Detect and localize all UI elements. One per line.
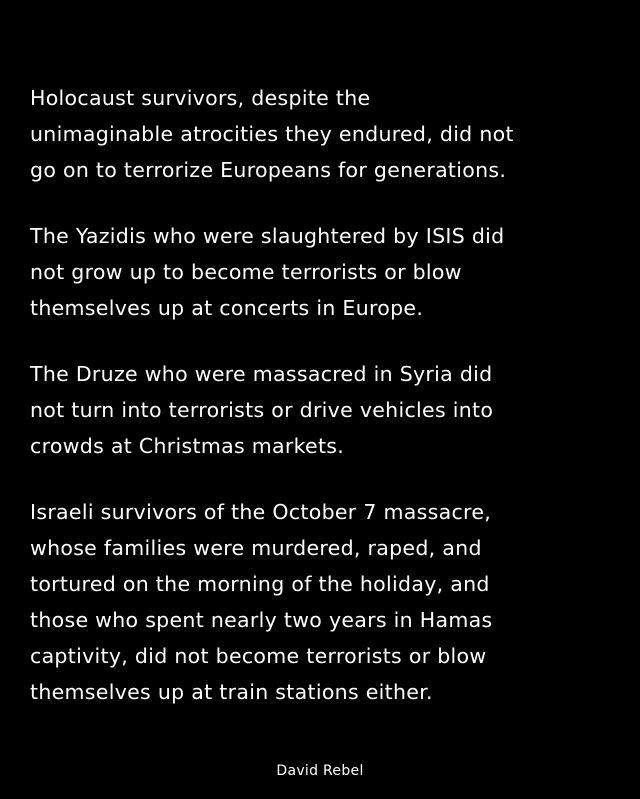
text-line: not turn into terrorists or drive vehicles into [30,398,494,422]
text-line: The Yazidis who were slaughtered by ISIS did [30,224,505,248]
text-line: captivity, did not become terrorists or blow [30,644,487,668]
paragraph-druze [30,356,620,464]
text-line: Holocaust survivors, despite the [30,86,371,110]
statement-text-block [30,80,620,740]
text-line: go on to terrorize Europeans for generations. [30,158,507,182]
paragraph-october-7-survivors [30,494,620,710]
paragraph-holocaust-survivors [30,80,620,188]
author-signature: David Rebel [276,763,364,779]
text-line: not grow up to become terrorists or blow [30,260,462,284]
text-line: The Druze who were massacred in Syria did [30,362,493,386]
text-line: themselves up at train stations either. [30,680,433,704]
text-line: those who spent nearly two years in Hamas [30,608,493,632]
text-line: Israeli survivors of the October 7 massacre, [30,500,492,524]
text-line: themselves up at concerts in Europe. [30,296,424,320]
paragraph-yazidis [30,218,620,326]
text-line: tortured on the morning of the holiday, and [30,572,490,596]
text-line: crowds at Christmas markets. [30,434,345,458]
text-line: unimaginable atrocities they endured, did not [30,122,514,146]
text-line: whose families were murdered, raped, and [30,536,482,560]
